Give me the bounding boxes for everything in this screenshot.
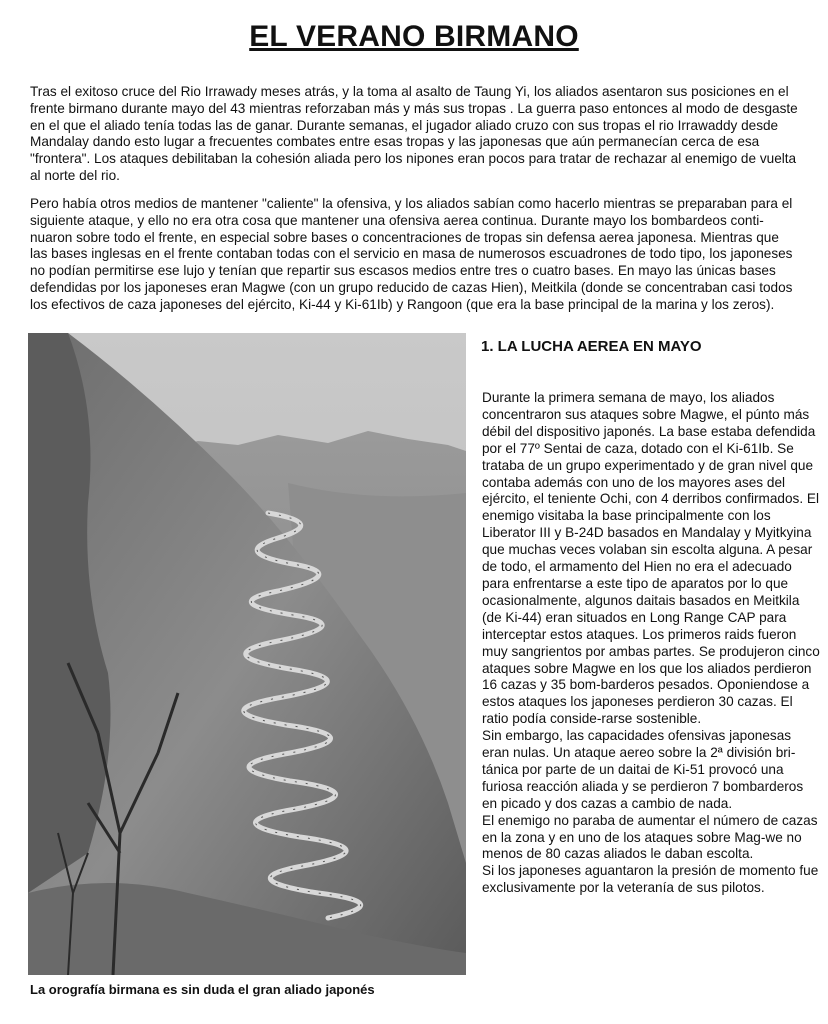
mountain-road-illustration: [28, 333, 466, 975]
page-title: EL VERANO BIRMANO: [249, 20, 579, 53]
section-title: 1. LA LUCHA AEREA EN MAYO: [481, 338, 702, 355]
mountain-road-photo: [28, 333, 466, 975]
section-body: [482, 390, 820, 897]
intro-paragraph-1: Tras el exitoso cruce del Rio Irrawady meses atrás, y la toma al asalto de Taung Yi, los aliados asentaron sus posiciones en el frente birmano durante mayo del 43 mientras reforzaban más y más sus tropas . La guerra paso entonces al modo de desgaste en el que el aliado tenía todas las de ganar. Durante semanas, el jugador aliado cruzo con sus tropas el rio Irrawaddy desde Mandalay dando esto lugar a frecuentes combates entre esas tropas y las japonesas que aún permanecían cerca de esa "frontera". Los ataques debilitaban la cohesión aliada pero los nipones eran pocos para tratar de rechazar al enemigo de vuelta al norte del rio.: [30, 84, 798, 183]
photo-caption: La orografía birmana es sin duda el gran aliado japonés: [30, 982, 375, 997]
intro-paragraph-2: Pero había otros medios de mantener "caliente" la ofensiva, y los aliados sabían como hacerlo mientras se preparaban para el siguiente ataque, y ello no era otra cosa que mantener una ofensiva aerea continua. Durante mayo los bombardeos conti-nuaron sobre todo el frente, en especial sobre bases o concentraciones de tropas sin defensa aerea japonesa. Mientras que las bases inglesas en el frente contaban todas con el servicio en masa de numerosos escuadrones de todo tipo, los japoneses no podían permitirse ese lujo y tenían que repartir sus escasos medios entre tres o cuatro bases. En mayo las únicas bases defendidas por los japoneses eran Magwe (con un grupo reducido de cazas Hien), Meitkila (donde se concentraban casi todos los efectivos de caza japoneses del ejército, Ki-44 y Ki-61Ib) y Rangoon (que era la base principal de la marina y los zeros).: [30, 196, 793, 312]
section-paragraph-3: El enemigo no paraba de aumentar el número de cazas en la zona y en uno de los ataques sobre Mag-we no menos de 80 cazas aliados le daban escolta.: [482, 812, 818, 862]
section-paragraph-2: Sin embargo, las capacidades ofensivas japonesas eran nulas. Un ataque aereo sobre la 2ª división bri-tánica por parte de un daitai de Ki-51 provocó una furiosa reacción aliada y se perdieron 7 bombarderos en picado y dos cazas a cambio de nada.: [482, 728, 804, 811]
section-paragraph-1: Durante la primera semana de mayo, los aliados concentraron sus ataques sobre Magwe, el púnto más débil del dispositivo japonés. La base estaba defendida por el 77º Sentai de caza, dotado con el Ki-61Ib. Se trataba de un grupo experimentado y de gran nivel que contaba además con uno de los mayores ases del ejército, el teniente Ochi, con 4 derribos confirmados. El enemigo visitaba la base principalmente con los Liberator III y B-24D basados en Mandalay y Myitkyina que muchas veces volaban sin escolta alguna. A pesar de todo, el armamento del Hien no era el adecuado para enfrentarse a este tipo de aparatos por lo que ocasionalmente, algunos daitais basados en Meitkila (de Ki-44) eran situados en Long Range CAP para interceptar estos ataques. Los primeros raids fueron muy sangrientos por ambas partes. Se produjeron cinco ataques sobre Magwe en los que los aliados perdieron 16 cazas y 35 bom-barderos pesados. Oponiendose a estos ataques los japoneses perdieron 30 cazas. El ratio podía conside-rarse sostenible.: [482, 390, 820, 727]
section-paragraph-4: Si los japoneses aguantaron la presión de momento fue exclusivamente por la veteranía de sus pilotos.: [482, 863, 819, 896]
